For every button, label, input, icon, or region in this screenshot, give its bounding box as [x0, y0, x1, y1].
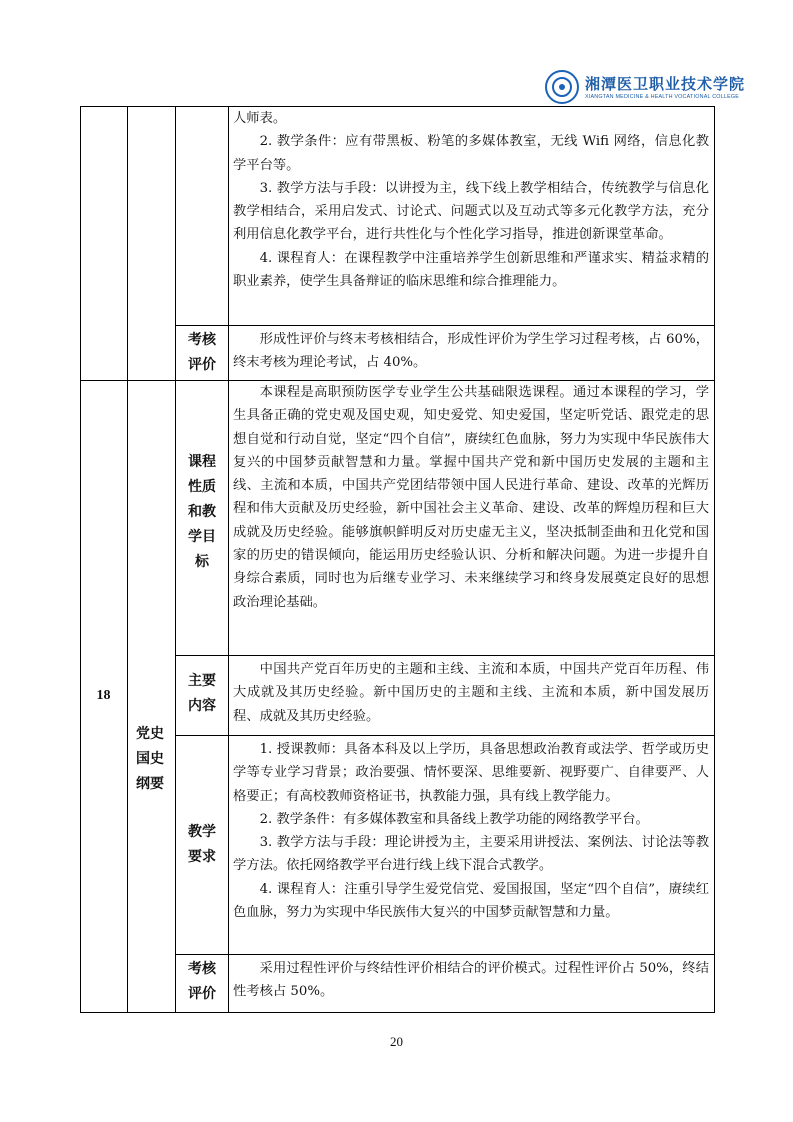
page-number: 20	[390, 1034, 403, 1049]
school-name: 湘潭医卫职业技术学院	[585, 75, 746, 93]
assessment-label-text: 考核评价	[188, 961, 216, 1002]
school-seal-icon	[545, 70, 579, 104]
content-text-cell	[233, 658, 709, 728]
requirement-item: 4. 课程育人：注重引导学生爱党信党、爱国报国，坚定“四个自信”，赓续红色血脉，努力为实现中华民族伟大复兴的中国梦贡献智慧和力量。	[233, 881, 709, 921]
assessment-cell	[233, 957, 709, 1004]
school-logo	[545, 70, 746, 108]
requirements-label	[188, 820, 216, 870]
prev-assessment	[233, 328, 709, 375]
row-number: 18	[96, 688, 111, 703]
course-name-text: 党史国史纲要	[136, 726, 164, 792]
nature-label-text: 课程性质和教学目标	[188, 454, 216, 570]
requirement-item: 3. 教学方法与手段：理论讲授为主，主要采用讲授法、案例法、讨论法等教学方法。依托网络教学平台进行线上线下混合式教学。	[233, 835, 709, 874]
requirement-item: 2. 教学条件：有多媒体教室和具备线上教学功能的网络教学平台。	[259, 811, 649, 827]
nature-text-cell	[233, 381, 709, 614]
requirements-label-text: 教学要求	[188, 824, 216, 865]
school-name-en: XIANGTAN MEDICINE & HEALTH VOCATIONAL COLLEGE	[585, 94, 740, 100]
nature-text: 本课程是高职预防医学专业学生公共基础限选课程。通过本课程的学习，学生具备正确的党史观及国史观，知史爱党、知史爱国，坚定听党话、跟党走的思想自觉和行动自觉，坚定“四个自信”，赓续红色血脉，努力为实现中华民族伟大复兴的中国梦贡献智慧和力量。掌握中国共产党和新中国历史发展的主题和主线、主流和本质，中国共产党团结带领中国人民进行革命、建设、改革的光辉历程和伟大贡献及历史经验，新中国社会主义革命、建设、改革的辉煌历程和巨大成就及历史经验。能够旗帜鲜明反对历史虚无主义，坚决抵制歪曲和丑化党和国家的历史的错误倾向，能运用历史经验认识、分析和解决问题。为进一步提升自身综合素质，同时也为后继专业学习、未来继续学习和终身发展奠定良好的思想政治理论基础。	[233, 385, 709, 610]
course-name	[136, 722, 164, 797]
prev-assessment-text: 形成性评价与终末考核相结合，形成性评价为学生学习过程考核，占 60%，终末考核为理论考试，占 40%。	[233, 332, 709, 371]
assessment-text: 采用过程性评价与终结性评价相结合的评价模式。过程性评价占 50%，终结性考核占 50%。	[233, 961, 709, 1000]
prev-req-line-2: 3. 教学方法与手段：以讲授为主，线下线上教学相结合，传统教学与信息化教学相结合，采用启发式、讨论式、问题式以及互动式等多元化教学方法，充分利用信息化教学平台，进行共性化与个性化学习指导，推进创新课堂革命。	[233, 180, 709, 243]
prev-req-line-3: 4. 课程育人：在课程教学中注重培养学生创新思维和严谨求实、精益求精的职业素养，使学生具备辩证的临床思维和综合推理能力。	[233, 250, 709, 290]
requirements-cell	[233, 738, 709, 924]
content-label-text: 主要内容	[188, 673, 216, 714]
nature-label	[188, 450, 216, 575]
prev-assessment-label	[188, 328, 216, 378]
prev-req-line-0: 人师表。	[233, 111, 287, 126]
prev-teaching-requirements	[233, 107, 709, 293]
content-text: 中国共产党百年历史的主题和主线、主流和本质，中国共产党百年历程、伟大成就及其历史经验。新中国历史的主题和主线、主流和本质，新中国发展历程、成就及其历史经验。	[233, 662, 709, 724]
requirement-item: 1. 授课教师：具备本科及以上学历，具备思想政治教育或法学、哲学或历史学等专业学习背景；政治要强、情怀要深、思维要新、视野要广、自律要严、人格要正；有高校教师资格证书，执教能力强，具有线上教学能力。	[233, 742, 709, 804]
prev-assessment-label-text: 考核评价	[188, 332, 216, 373]
prev-req-line-1: 2. 教学条件：应有带黑板、粉笔的多媒体教室，无线 Wifi 网络，信息化教学平台等。	[233, 134, 709, 173]
assessment-label	[188, 957, 216, 1007]
content-label	[188, 669, 216, 719]
